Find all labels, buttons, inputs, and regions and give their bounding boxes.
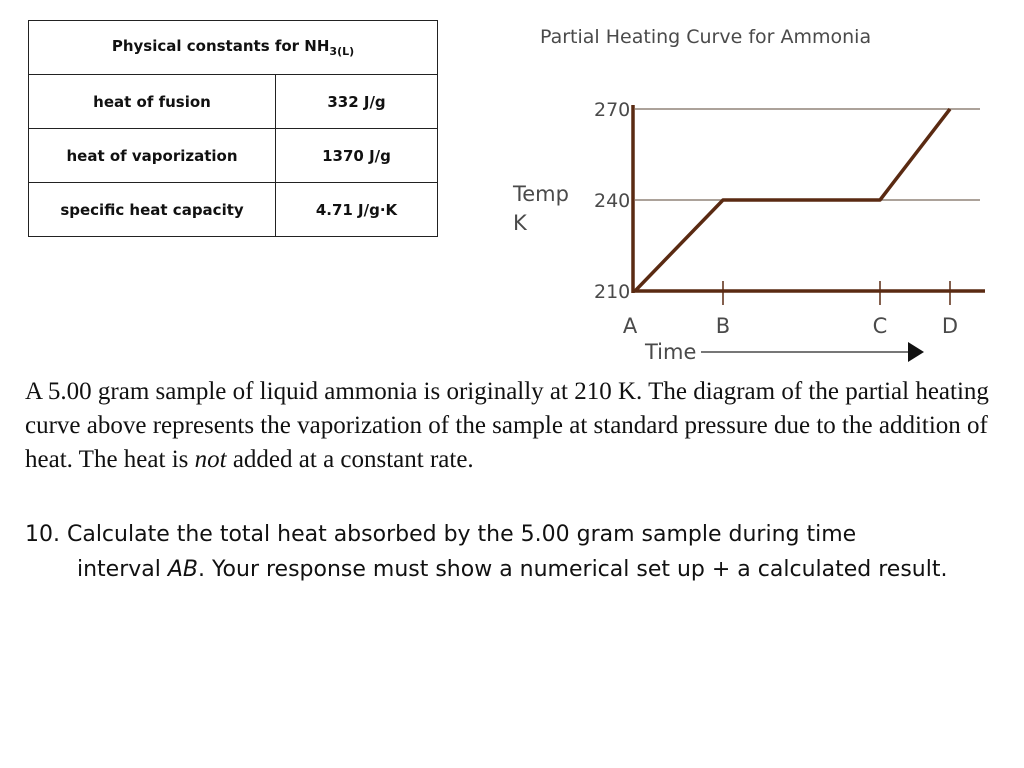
- property-cell: heat of fusion: [29, 75, 276, 129]
- x-point-label-D: D: [941, 314, 959, 338]
- table-row: [29, 183, 438, 237]
- y-tick-label-270: 270: [594, 99, 631, 121]
- table-title: Physical constants for $NH_{3(L)}$: [29, 21, 438, 75]
- table-row: [29, 129, 438, 183]
- question-line-2: interval AB. Your response must show a numerical set up + a calculated result.: [77, 557, 948, 582]
- property-cell: specific heat capacity: [29, 183, 276, 237]
- y-tick-label-210: 210: [594, 281, 631, 303]
- chart-title: Partial Heating Curve for Ammonia: [540, 26, 872, 48]
- value-cell: 332 J/g: [276, 75, 438, 129]
- y-axis-label: Temp: [513, 182, 569, 206]
- question-line-1: 10. Calculate the total heat absorbed by the 5.00 gram sample during time: [25, 522, 857, 547]
- value-cell: 4.71 J/g·K: [276, 183, 438, 237]
- arrow-right-icon: [908, 342, 924, 362]
- y-axis-label-unit: K: [513, 211, 527, 235]
- value-cell: 1370 J/g: [276, 129, 438, 183]
- y-tick-label-240: 240: [594, 190, 631, 212]
- x-point-label-C: C: [872, 314, 888, 338]
- question-10: [25, 517, 1015, 587]
- problem-statement: A 5.00 gram sample of liquid ammonia is originally at 210 K. The diagram of the partial heating curve above represents the vaporization of the sample at standard pressure due to the addition of heat. The heat is not added at a constant rate.: [25, 378, 989, 473]
- x-point-label-B: B: [715, 314, 731, 338]
- table-row: [29, 75, 438, 129]
- constants-table: [28, 20, 438, 237]
- heating-curve-chart: [505, 15, 995, 365]
- x-point-label-A: A: [622, 314, 638, 338]
- property-cell: heat of vaporization: [29, 129, 276, 183]
- x-axis-label: Time: [645, 340, 697, 364]
